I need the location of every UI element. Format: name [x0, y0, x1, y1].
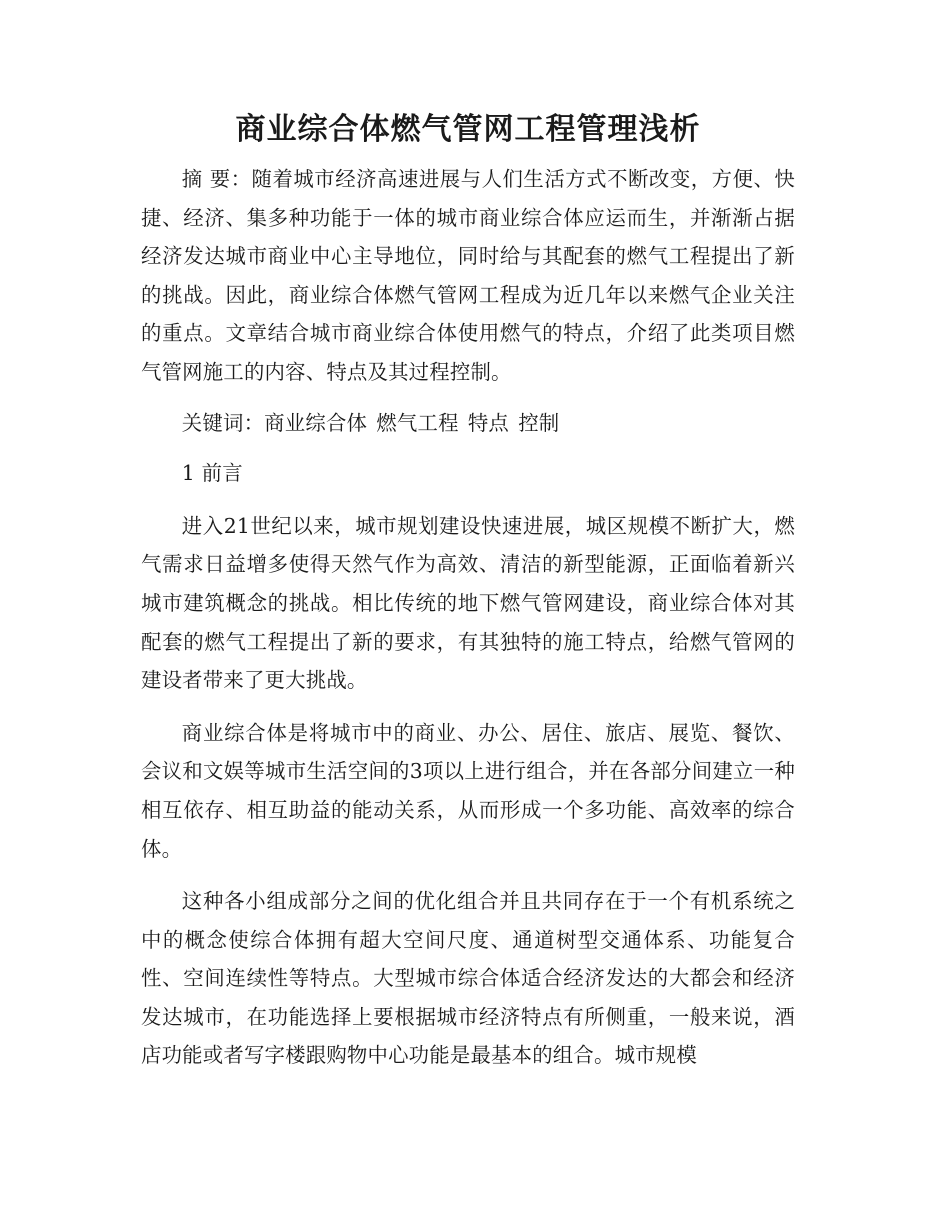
keywords-label: 关键词： — [181, 410, 265, 435]
abstract-text: 随着城市经济高速进展与人们生活方式不断改变，方便、快捷、经济、集多种功能于一体的城市商业综合体应运而生，并渐渐占据经济发达城市商业中心主导地位，同时给与其配套的燃气工程提出了新的挑战。因此，商业综合体燃气管网工程成为近几年以来燃气企业关注的重点。文章结合城市商业综合体使用燃气的特点，介绍了此类项目燃气管网施工的内容、特点及其过程控制。 — [141, 167, 795, 384]
keyword-term: 特点 — [467, 410, 510, 435]
keywords-line — [141, 404, 795, 443]
document-body — [141, 108, 795, 1075]
abstract-label: 摘 要： — [181, 167, 252, 191]
keyword-term: 燃气工程 — [376, 410, 459, 435]
abstract-paragraph — [141, 160, 795, 392]
keyword-term: 控制 — [518, 410, 560, 435]
keyword-term: 商业综合体 — [264, 410, 368, 435]
body-paragraph: 这种各小组成部分之间的优化组合并且共同存在于一个有机系统之中的概念使综合体拥有超大空间尺度、通道树型交通体系、功能复合性、空间连续性等特点。大型城市综合体适合经济发达的大都会和经济发达城市，在功能选择上要根据城市经济特点有所侧重，一般来说，酒店功能或者写字楼跟购物中心功能是最基本的组合。城市规模 — [141, 889, 795, 1068]
document-title: 商业综合体燃气管网工程管理浅析 — [235, 112, 701, 147]
body-paragraph: 商业综合体是将城市中的商业、办公、居住、旅店、展览、餐饮、会议和文娱等城市生活空间的3项以上进行组合，并在各部分间建立一种相互依存、相互助益的能动关系，从而形成一个多功能、高效率的综合体。 — [141, 720, 795, 861]
body-paragraph: 进入21世纪以来，城市规划建设快速进展，城区规模不断扩大，燃气需求日益增多使得天然气作为高效、清洁的新型能源，正面临着新兴城市建筑概念的挑战。相比传统的地下燃气管网建设，商业综合体对其配套的燃气工程提出了新的要求，有其独特的施工特点，给燃气管网的建设者带来了更大挑战。 — [141, 513, 795, 693]
section-heading: 1 前言 — [181, 461, 243, 486]
